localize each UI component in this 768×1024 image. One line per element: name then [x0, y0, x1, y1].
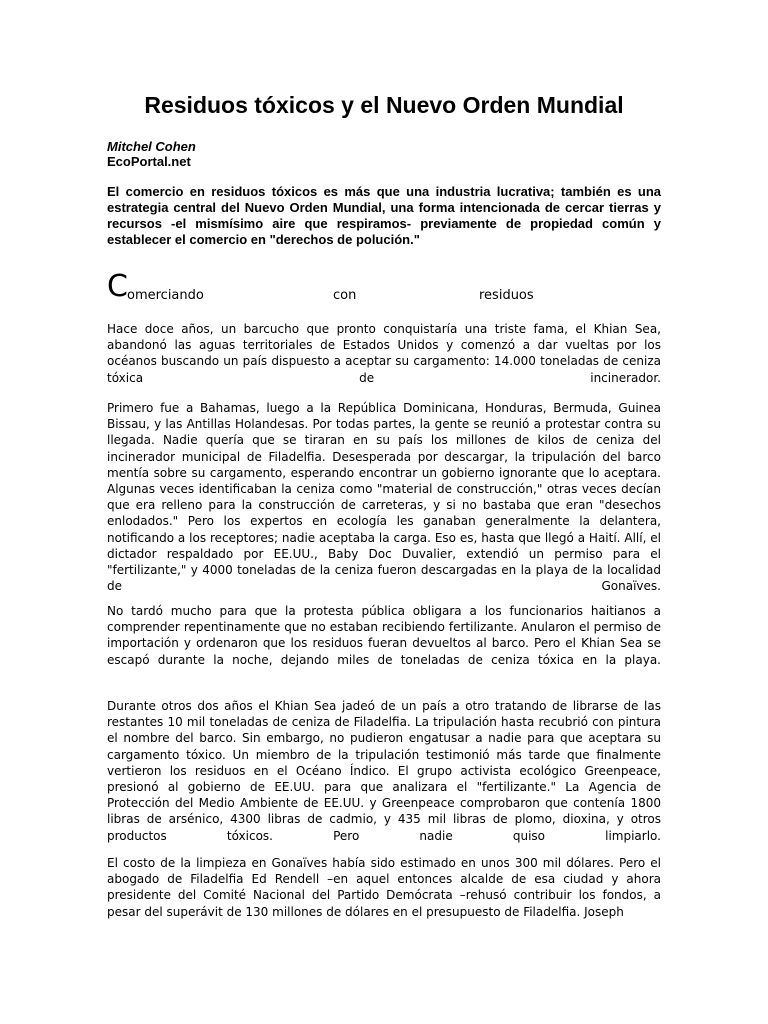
heading-word-1: omerciando [127, 288, 204, 303]
article-title: Residuos tóxicos y el Nuevo Orden Mundial [144, 92, 624, 118]
heading-word-3: residuos [479, 288, 534, 303]
body-paragraph-2: Primero fue a Bahamas, luego a la República Dominicana, Honduras, Bermuda, Guinea Bissau, y las Antillas Holandesas. Por todas partes, la gente se reunió a protestar contra su llegada. Nadie quería que se tiraran en su país los millones de kilos de ceniza del incinerador municipal de Filadelfia. Desesperada por descargar, la tripulación del barco mentía sobre su cargamento, esperando encontrar un gobierno ignorante que lo aceptara. Algunas veces identificaban la ceniza como "material de construcción," otras veces decían que era relleno para la construcción de carreteras, y si no bastaba que eran "desechos enlodados." Pero los expertos en ecología les ganaban generalmente la delantera, notificando a los receptores; nadie aceptaba la carga. Eso es, hasta que llegó a Haití. Allí, el dictador respaldado por EE.UU., Baby Doc Duvalier, extendió un permiso para el "fertilizante," y 4000 toneladas de la ceniza fueron descargadas en la playa de la localidad de Gonaïves. [107, 401, 661, 594]
heading-word-2: con [333, 288, 357, 303]
body-paragraph-1: Hace doce años, un barcucho que pronto conquistaría una triste fama, el Khian Sea, abandonó las aguas territoriales de Estados Unidos y comenzó a dar vueltas por los océanos buscando un país dispuesto a aceptar su cargamento: 14.000 toneladas de ceniza tóxica de incinerador. [107, 322, 661, 385]
article-author: Mitchel Cohen [107, 139, 196, 154]
body-paragraph-4: Durante otros dos años el Khian Sea jadeó de un país a otro tratando de librarse de las restantes 10 mil toneladas de ceniza de Filadelfia. La tripulación hasta recubrió con pintura el nombre del barco. Sin embargo, no pudieron engatusar a nadie para que aceptara su cargamento tóxico. Un miembro de la tripulación testimonió más tarde que finalmente vertieron los residuos en el Océano Índico. El grupo activista ecológico Greenpeace, presionó al gobierno de EE.UU. para que analizara el "fertilizante." La Agencia de Protección del Medio Ambiente de EE.UU. y Greenpeace comprobaron que contenía 1800 libras de arsénico, 4300 libras de cadmio, y 435 mil libras de plomo, dioxina, y otros productos tóxicos. Pero nadie quiso limpiarlo. [107, 699, 661, 843]
heading-dropcap: C [107, 269, 128, 304]
article-source: EcoPortal.net [107, 154, 191, 169]
article-lead: El comercio en residuos tóxicos es más que una industria lucrativa; también es una estrategia central del Nuevo Orden Mundial, una forma intencionada de cercar tierras y recursos -el mismísimo aire que respiramos- previamente de propiedad común y establecer el comercio en "derechos de polución." [107, 184, 661, 247]
body-paragraph-5: El costo de la limpieza en Gonaïves había sido estimado en unos 300 mil dólares. Pero el abogado de Filadelfia Ed Rendell –en aquel entonces alcalde de esa ciudad y ahora presidente del Comité Nacional del Partido Demócrata –rehusó contribuir los fondos, a pesar del superávit de 130 millones de dólares en el presupuesto de Filadelfia. Joseph [107, 856, 661, 919]
body-paragraph-3: No tardó mucho para que la protesta pública obligara a los funcionarios haitianos a comprender repentinamente que no estaban recibiendo fertilizante. Anularon el permiso de importación y ordenaron que los residuos fueran devueltos al barco. Pero el Khian Sea se escapó durante la noche, dejando miles de toneladas de ceniza tóxica en la playa. [107, 604, 661, 667]
section-heading [107, 268, 661, 304]
